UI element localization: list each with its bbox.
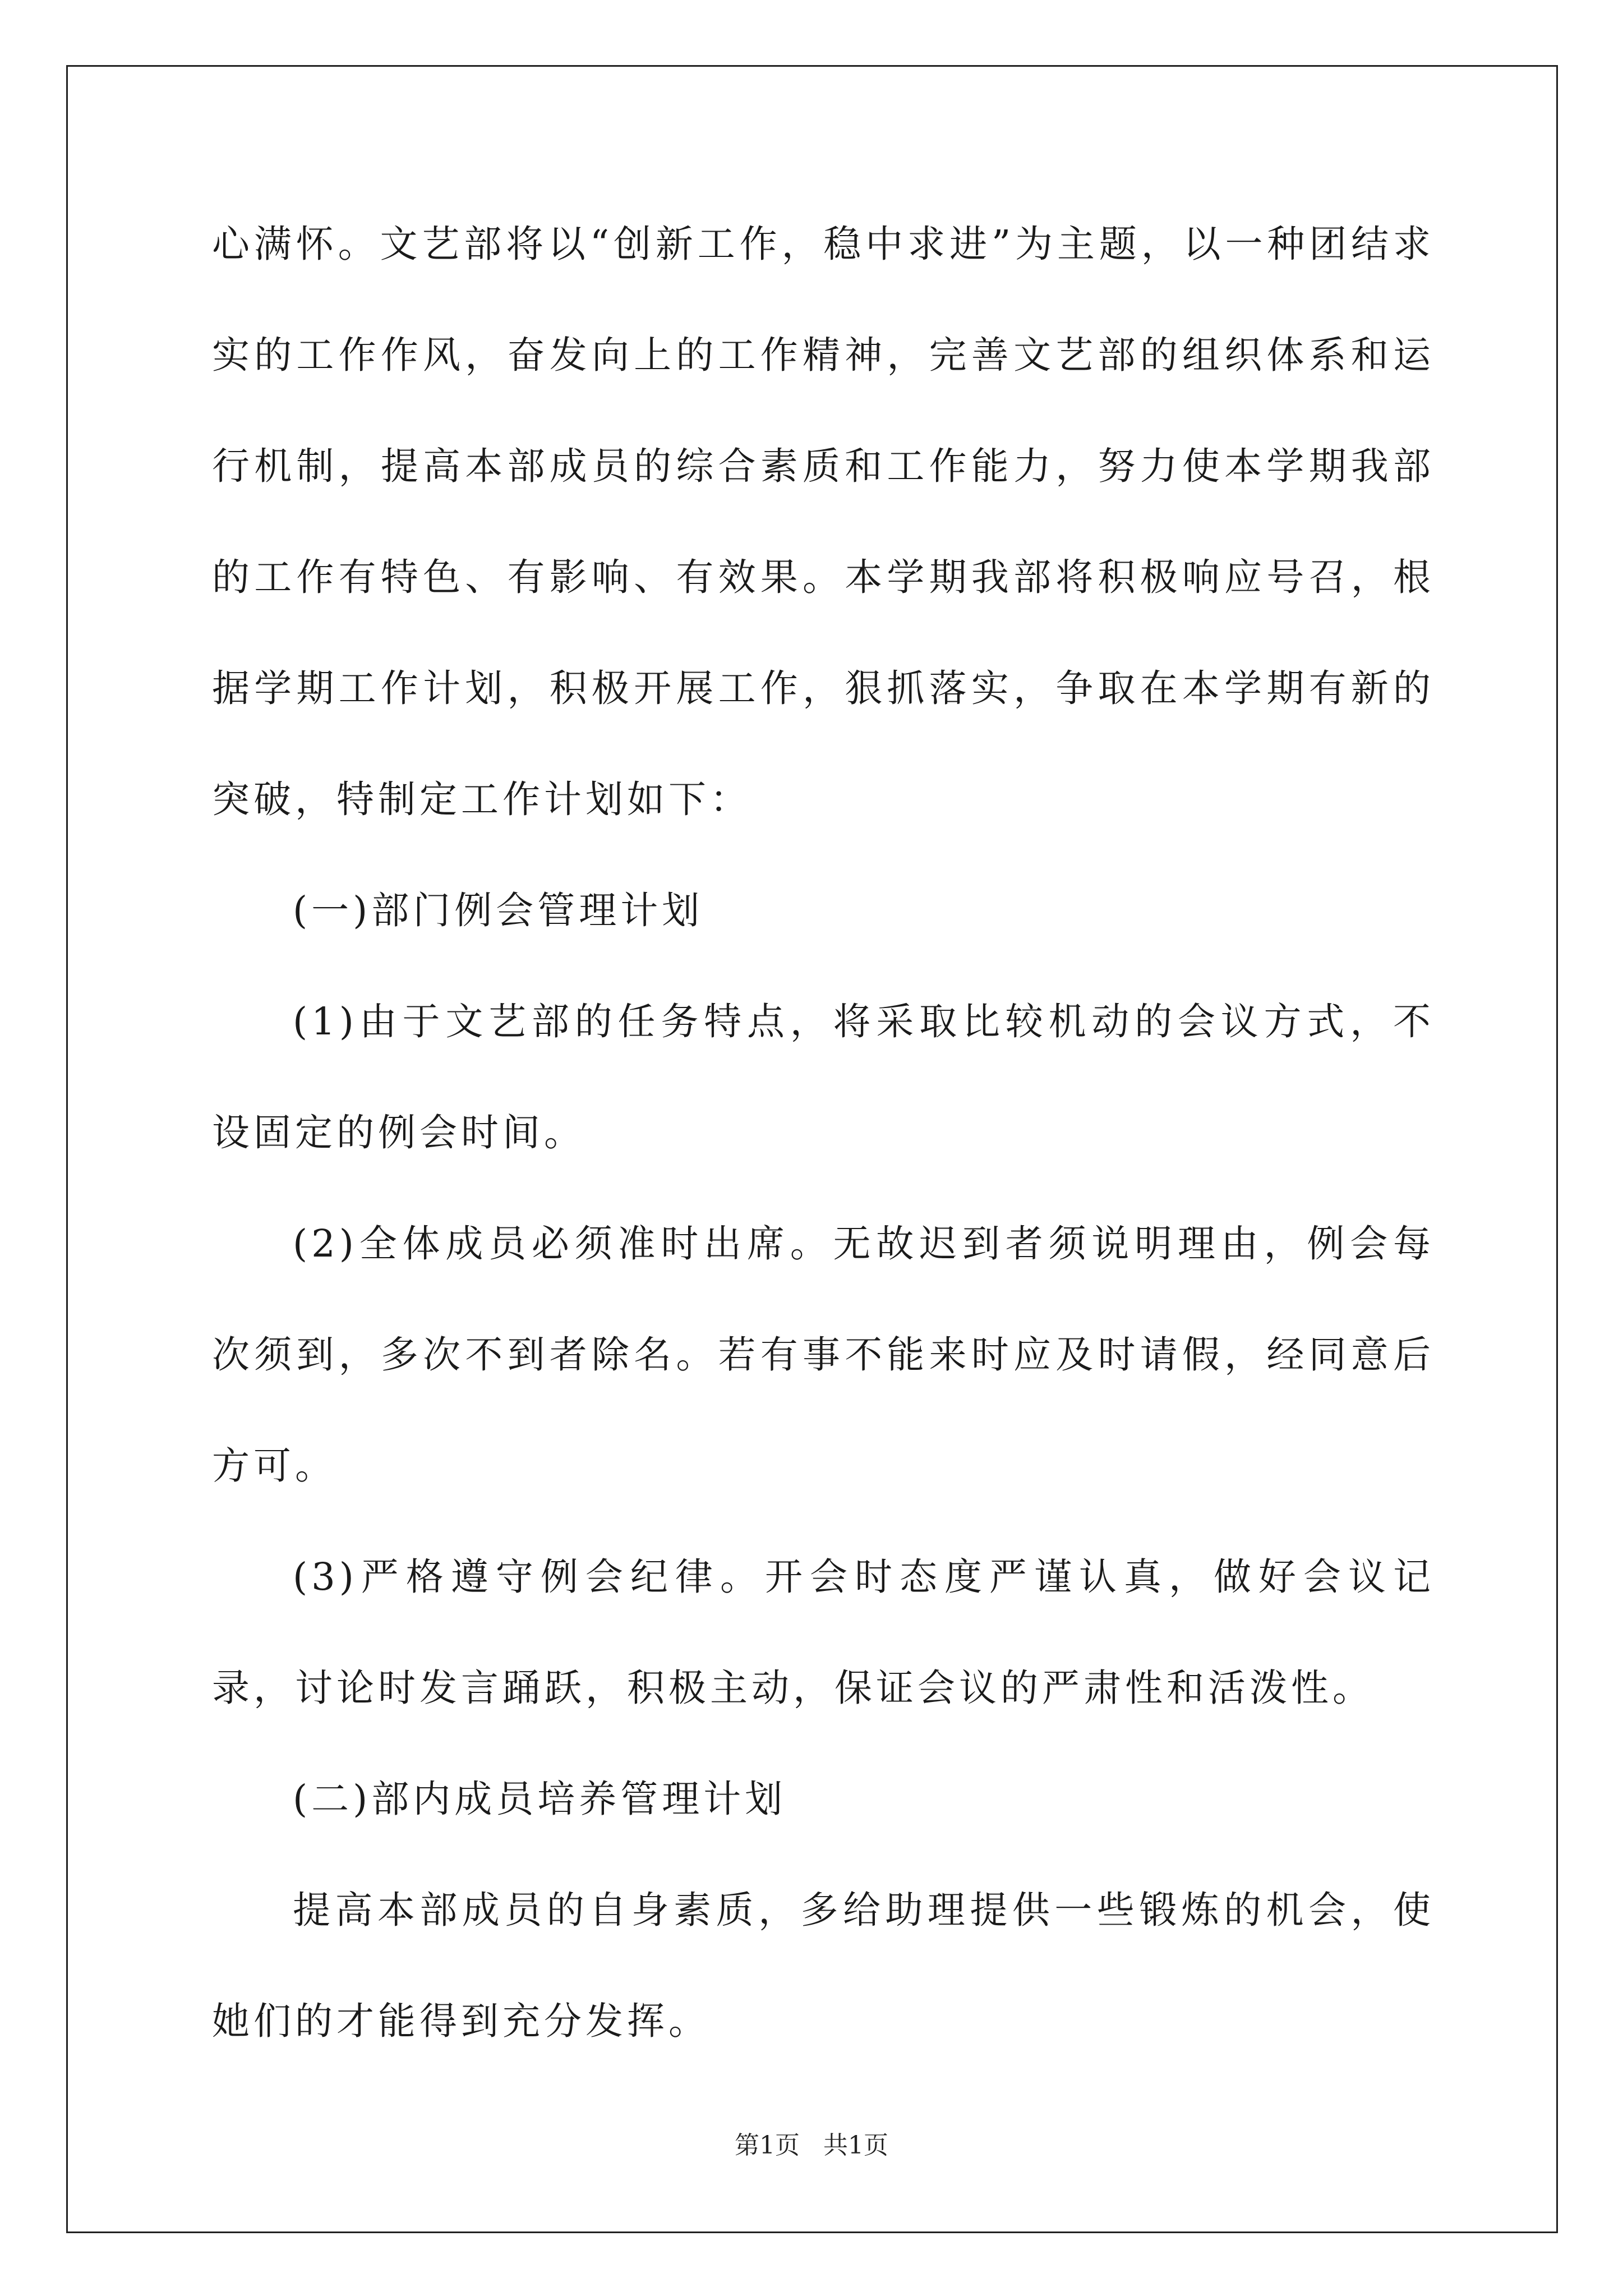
paragraph-2: 提高本部成员的自身素质，多给助理提供一些锻炼的机会，使她们的才能得到充分发挥。: [212, 1888, 1435, 2043]
section-heading-2: (二)部内成员培养管理计划: [293, 1777, 787, 1821]
page-number-footer: 第1页 共1页: [735, 2131, 888, 2160]
paragraph-item-4: [212, 2077, 1435, 2085]
paragraph-1: 心满怀。文艺部将以“创新工作，稳中求进”为主题，以一种团结求实的工作作风，奋发向上的工作精神，完善文艺部的组织体系和运行机制，提高本部成员的综合素质和工作能力，努力使本学期我部的工作有特色、有影响、有效果。本学期我部将积极响应号召，根据学期工作计划，积极开展工作，狠抓落实，争取在本学期有新的突破，特制定工作计划如下：: [212, 222, 1435, 821]
paragraph-item-2: (2)全体成员必须准时出席。无故迟到者须说明理由，例会每次须到，多次不到者除名。若有事不能来时应及时请假，经同意后方可。: [212, 1222, 1435, 1488]
document-body: [212, 188, 1435, 2085]
section-heading-1: (一)部门例会管理计划: [293, 889, 704, 932]
paragraph-item-3: (3)严格遵守例会纪律。开会时态度严谨认真，做好会议记录，讨论时发言踊跃，积极主动，保证会议的严肃性和活泼性。: [212, 1555, 1435, 1710]
paragraph-item-1: (1)由于文艺部的任务特点，将采取比较机动的会议方式，不设固定的例会时间。: [212, 1000, 1435, 1154]
